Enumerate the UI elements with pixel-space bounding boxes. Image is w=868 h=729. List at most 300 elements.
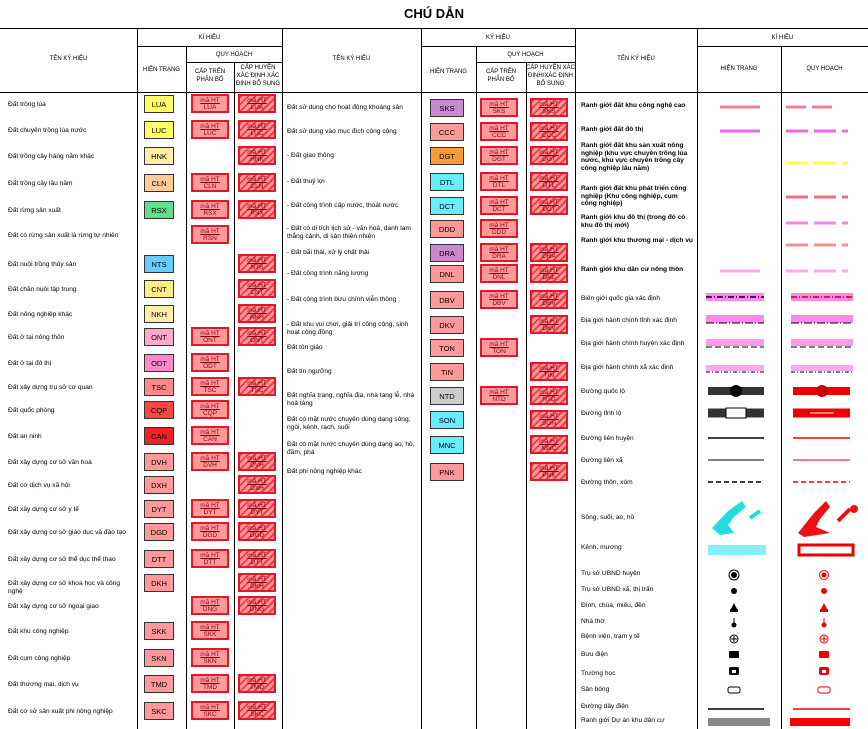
district-plan-box: [530, 290, 568, 309]
ma-ht-label: mã HT: [247, 176, 267, 183]
ma-ht-label: mã HT: [489, 341, 509, 348]
code-label: DRA: [492, 253, 506, 260]
province-border-icon: [706, 315, 853, 323]
legend-label: Đất xây dựng cơ sở văn hoá: [8, 459, 92, 466]
code-label: MNC: [541, 445, 557, 452]
code-label: DYT: [203, 509, 217, 516]
code-label: DBV: [492, 300, 506, 307]
legend-label: Sân bóng: [581, 686, 610, 693]
legend-label: Đất khu công nghiệp: [8, 628, 69, 635]
header-symbol: KÍ HIỆU: [771, 35, 794, 41]
ma-ht-label: mã HT: [247, 380, 267, 387]
legend-label: Sông, suối, ao, hồ: [581, 514, 635, 521]
upper-plan-box: [480, 172, 518, 191]
district-plan-box: [238, 452, 276, 471]
header-symbol: KÍ HIỆU: [198, 35, 221, 41]
code-box: DCT: [430, 197, 464, 215]
ma-ht-label: mã HT: [489, 175, 509, 182]
code-label: CNT: [250, 289, 264, 296]
ma-ht-label: mã HT: [247, 502, 267, 509]
code-label: SON: [541, 420, 557, 427]
ma-ht-label: mã HT: [200, 97, 220, 104]
legend-label: Đất cụm công nghiệp: [8, 655, 71, 662]
code-box: DGT: [430, 147, 464, 165]
code-label: RSX: [250, 210, 264, 217]
code-label: TMD: [202, 684, 218, 691]
header-current: HIỆN TRẠNG: [430, 69, 467, 75]
upper-plan-box: [480, 146, 518, 165]
school-icon: [729, 667, 829, 675]
page-title: CHÚ DẪN: [0, 0, 868, 29]
legend-label: Đất xây dựng cơ sở thể dục thể thao: [8, 556, 116, 563]
code-label: DVH: [250, 462, 264, 469]
code-label: TSC: [203, 387, 217, 394]
commune-office-icon: [731, 588, 827, 594]
col-divider: [575, 28, 576, 729]
code-label: CQP: [202, 410, 218, 417]
legend-label: Đường thôn, xóm: [581, 479, 633, 486]
ma-ht-label: mã HT: [200, 455, 220, 462]
district-plan-box: [238, 549, 276, 568]
district-plan-box: [530, 315, 568, 334]
code-label: SKC: [250, 711, 264, 718]
col-divider: [526, 62, 527, 729]
upper-plan-box: [480, 290, 518, 309]
code-label: ONT: [250, 337, 264, 344]
code-box: DXH: [144, 476, 174, 494]
code-label: TSC: [250, 387, 264, 394]
upper-plan-box: [191, 701, 229, 720]
legend-label: - Đất bãi thải, xử lý chất thải: [287, 249, 370, 256]
header-subline: [421, 46, 575, 47]
code-label: ODT: [203, 363, 217, 370]
legend-label: - Đất giao thông: [287, 152, 334, 159]
ma-ht-label: mã HT: [539, 438, 559, 445]
header-planning: QUY HOẠCH: [215, 52, 253, 58]
pagoda-icon: [730, 603, 828, 612]
code-label: DGD: [202, 532, 218, 539]
ma-ht-label: mã HT: [200, 677, 220, 684]
district-plan-box: [238, 377, 276, 396]
upper-plan-box: [480, 264, 518, 283]
upper-plan-box: [191, 426, 229, 445]
code-label: DGT: [542, 156, 556, 163]
district-border-icon: [706, 339, 853, 347]
legend-label: - Đất khu vui chơi, giải trí công cộng, sinh hoạt cộng đồng: [287, 321, 409, 336]
upper-plan-box: [191, 353, 229, 372]
ma-ht-label: mã HT: [200, 429, 220, 436]
code-label: DNG: [249, 606, 265, 613]
district-plan-box: [530, 362, 568, 381]
legend-label: Đình, chùa, miếu, đền: [581, 602, 646, 609]
upper-plan-box: [191, 621, 229, 640]
ma-ht-label: mã HT: [489, 246, 509, 253]
ma-ht-label: mã HT: [247, 330, 267, 337]
legend-label: Địa giới hành chính xã xác định: [581, 364, 674, 371]
ma-ht-label: mã HT: [489, 389, 509, 396]
ma-ht-label: mã HT: [539, 318, 559, 325]
legend-label: Đường dây điện: [581, 703, 629, 710]
legend-label: Đất chuyên trồng lúa nước: [8, 127, 87, 134]
ma-ht-label: mã HT: [200, 525, 220, 532]
district-plan-box: [238, 573, 276, 592]
code-label: LUA: [203, 104, 217, 111]
legend-symbols: [698, 93, 868, 729]
ma-ht-label: mã HT: [200, 123, 220, 130]
upper-plan-box: [191, 377, 229, 396]
district-plan-box: [238, 254, 276, 273]
ma-ht-label: mã HT: [539, 175, 559, 182]
ma-ht-label: mã HT: [489, 199, 509, 206]
header-current: HIỆN TRẠNG: [143, 67, 180, 73]
code-box: DYT: [144, 500, 174, 518]
legend-label: Địa giới hành chính huyện xác định: [581, 340, 685, 347]
legend-label: Đất có mặt nước chuyên dùng dạng ao, hồ, đầm, phá: [287, 441, 415, 456]
ma-ht-label: mã HT: [200, 203, 220, 210]
code-label: CCC: [541, 132, 557, 139]
legend-label: - Đất có di tích lịch sử - văn hoá, danh lam thắng cảnh, di sản thiên nhiên: [287, 225, 411, 240]
legend-label: Đất trồng cây hàng năm khác: [8, 153, 95, 160]
code-box: DTT: [144, 550, 174, 568]
district-plan-box: [238, 522, 276, 541]
legend-label: Trường học: [581, 670, 616, 677]
code-label: LUC: [250, 130, 264, 137]
legend-label: Biên giới quốc gia xác định: [581, 295, 661, 302]
legend-label: Bưu điện: [581, 651, 608, 658]
legend-label: Đất xây dựng trụ sở cơ quan: [8, 384, 93, 391]
legend-label: Ranh giới đất khu phát triển công nghiệp (Khu công nghiệp, cụm công nghiệp): [581, 185, 687, 207]
legend-label: Kênh, mương: [581, 544, 622, 551]
district-plan-box: [530, 172, 568, 191]
code-label: DKH: [250, 583, 264, 590]
col-divider: [476, 46, 477, 729]
header-district: CẤP HUYỆN XÁC ĐỊNH XÁC ĐỊNH BỔ SUNG: [235, 65, 280, 87]
code-box: RSX: [144, 201, 174, 219]
upper-plan-box: [480, 338, 518, 357]
legend-label: Ranh giới khu dân cư nông thôn: [581, 266, 684, 273]
ma-ht-label: mã HT: [200, 176, 220, 183]
upper-plan-box: [191, 200, 229, 219]
ma-ht-label: mã HT: [247, 97, 267, 104]
code-box: TSC: [144, 378, 174, 396]
district-plan-box: [238, 304, 276, 323]
legend-label: Đất có rừng sản xuất là rừng tự nhiên: [8, 232, 119, 239]
code-label: TMD: [249, 684, 265, 691]
district-plan-box: [530, 98, 568, 117]
code-label: NTD: [542, 396, 556, 403]
code-label: DNL: [542, 274, 556, 281]
legend-label: Đường liên xã: [581, 457, 623, 464]
code-label: DTL: [542, 182, 556, 189]
legend-label: Đất cơ sở sản xuất phi nông nghiệp: [8, 708, 113, 715]
ma-ht-label: mã HT: [247, 677, 267, 684]
district-office-icon: [729, 570, 829, 580]
code-box: HNK: [144, 147, 174, 165]
district-plan-box: [530, 410, 568, 429]
ma-ht-label: mã HT: [539, 125, 559, 132]
code-label: NTD: [492, 396, 506, 403]
code-box: SKK: [144, 622, 174, 640]
header-planning: QUY HOẠCH: [507, 52, 544, 58]
code-label: LUA: [250, 104, 264, 111]
header-planning: QUY HOẠCH: [806, 66, 843, 72]
ma-ht-label: mã HT: [200, 380, 220, 387]
code-label: SKS: [492, 108, 506, 115]
code-box: CLN: [144, 174, 174, 192]
ma-ht-label: mã HT: [539, 389, 559, 396]
code-box: TIN: [430, 363, 464, 381]
code-box: NKH: [144, 305, 174, 323]
project-boundary-icon: [708, 718, 850, 726]
code-label: ONT: [203, 337, 217, 344]
code-box: PNK: [430, 463, 464, 481]
upper-plan-box: [191, 173, 229, 192]
legend-label: Ranh giới đất khu công nghệ cao: [581, 102, 686, 109]
legend-label: - Đất công trình bưu chính viễn thông: [287, 296, 397, 303]
national-border-icon: [706, 293, 853, 301]
upper-plan-box: [191, 522, 229, 541]
legend-label: Đất có mặt nước chuyên dùng dạng sông, ngòi, kênh, rạch, suối: [287, 416, 411, 431]
ma-ht-label: mã HT: [539, 413, 559, 420]
col-divider: [186, 46, 187, 729]
code-label: DDD: [491, 229, 507, 236]
code-label: TIN: [543, 372, 555, 379]
legend-label: Đất xây dựng cơ sở y tế: [8, 506, 79, 513]
ma-ht-label: mã HT: [539, 293, 559, 300]
upper-plan-box: [480, 386, 518, 405]
ma-ht-label: mã HT: [247, 257, 267, 264]
legend-label: Đất xây dựng cơ sở ngoại giao: [8, 603, 99, 610]
code-label: DGT: [492, 156, 506, 163]
legend-label: Đất nghĩa trang, nghĩa địa, nhà tang lễ, nhà hoả táng: [287, 392, 415, 407]
legend-label: Địa giới hành chính tỉnh xác định: [581, 317, 677, 324]
ma-ht-label: mã HT: [247, 599, 267, 606]
code-box: DNL: [430, 265, 464, 283]
code-box: LUC: [144, 121, 174, 139]
ma-ht-label: mã HT: [200, 704, 220, 711]
legend-label: Đất tín ngưỡng: [287, 368, 332, 375]
district-plan-box: [238, 120, 276, 139]
legend-label: Đường liên huyện: [581, 435, 634, 442]
district-plan-box: [530, 122, 568, 141]
legend-label: - Đất công trình cấp nước, thoát nước: [287, 202, 399, 209]
upper-plan-box: [480, 219, 518, 238]
legend-label: Đất ở tại đô thị: [8, 360, 52, 367]
code-label: TON: [492, 348, 506, 355]
code-label: DNG: [202, 606, 218, 613]
ma-ht-label: mã HT: [539, 465, 559, 472]
upper-plan-box: [480, 196, 518, 215]
code-box: SON: [430, 411, 464, 429]
ma-ht-label: mã HT: [489, 101, 509, 108]
legend-label: Đất cơ dịch vụ xã hội: [8, 482, 70, 489]
legend-label: Đất tôn giáo: [287, 344, 323, 351]
header-current: HIỆN TRẠNG: [720, 66, 758, 72]
ma-ht-label: mã HT: [200, 403, 220, 410]
code-box: CCC: [430, 123, 464, 141]
ma-ht-label: mã HT: [200, 502, 220, 509]
col-divider: [137, 28, 138, 729]
ma-ht-label: mã HT: [200, 599, 220, 606]
code-label: DCT: [492, 206, 506, 213]
code-label: DTT: [203, 559, 217, 566]
code-label: CCC: [491, 132, 507, 139]
ma-ht-label: mã HT: [247, 525, 267, 532]
ma-ht-label: mã HT: [200, 624, 220, 631]
ma-ht-label: mã HT: [200, 651, 220, 658]
code-label: DCT: [542, 206, 556, 213]
ma-ht-label: mã HT: [247, 552, 267, 559]
code-box: SKC: [144, 702, 174, 720]
code-box: TMD: [144, 675, 174, 693]
code-label: DVH: [203, 462, 217, 469]
code-label: CLN: [250, 183, 264, 190]
ma-ht-label: mã HT: [247, 282, 267, 289]
upper-plan-box: [191, 225, 229, 244]
ma-ht-label: mã HT: [247, 307, 267, 314]
ma-ht-label: mã HT: [247, 478, 267, 485]
header-name: TÊN KÝ HIỆU: [332, 56, 371, 62]
code-box: DBV: [430, 291, 464, 309]
church-icon: [732, 618, 827, 628]
code-label: DKV: [542, 325, 556, 332]
district-plan-box: [238, 596, 276, 615]
code-box: SKN: [144, 649, 174, 667]
district-plan-box: [530, 462, 568, 481]
legend-label: Đất thương mại, dịch vụ: [8, 681, 79, 688]
ma-ht-label: mã HT: [539, 199, 559, 206]
canal-icon: [708, 545, 853, 555]
code-label: DYT: [250, 509, 264, 516]
code-label: DRA: [542, 253, 556, 260]
legend-label: Ranh giới đất đô thị: [581, 126, 644, 133]
upper-plan-box: [191, 549, 229, 568]
ma-ht-label: mã HT: [200, 330, 220, 337]
header-subline: [476, 62, 575, 63]
upper-plan-box: [480, 243, 518, 262]
upper-plan-box: [191, 452, 229, 471]
ma-ht-label: mã HT: [489, 149, 509, 156]
code-box: DVH: [144, 453, 174, 471]
code-box: ONT: [144, 328, 174, 346]
upper-plan-box: [191, 327, 229, 346]
code-label: DGD: [249, 532, 265, 539]
legend-label: Đất trồng lúa: [8, 101, 46, 108]
district-plan-box: [238, 674, 276, 693]
stadium-icon: [728, 687, 830, 693]
upper-plan-box: [191, 596, 229, 615]
ma-ht-label: mã HT: [200, 552, 220, 559]
ma-ht-label: mã HT: [200, 228, 220, 235]
code-label: DTL: [492, 182, 506, 189]
district-plan-box: [238, 475, 276, 494]
code-label: LUC: [203, 130, 217, 137]
ma-ht-label: mã HT: [539, 246, 559, 253]
code-label: CAN: [203, 436, 217, 443]
legend-label: - Đất công trình năng lượng: [287, 270, 369, 277]
legend-label: Đất nông nghiệp khác: [8, 311, 73, 318]
legend-label: Đất phi nông nghiệp khác: [287, 468, 362, 475]
ma-ht-label: mã HT: [539, 365, 559, 372]
ma-ht-label: mã HT: [489, 125, 509, 132]
legend-label: - Đất thuỷ lợi: [287, 178, 325, 185]
legend-label: Đất ở tại nông thôn: [8, 334, 65, 341]
code-label: DXH: [250, 485, 264, 492]
district-plan-box: [530, 146, 568, 165]
legend-label: Nhà thờ: [581, 618, 605, 625]
ma-ht-label: mã HT: [539, 267, 559, 274]
header-upper: CẤP TRÊN PHÂN BỔ: [194, 69, 226, 83]
ma-ht-label: mã HT: [247, 576, 267, 583]
header-name: TÊN KÝ HIỆU: [617, 56, 655, 62]
district-plan-box: [530, 196, 568, 215]
code-label: NKH: [250, 314, 264, 321]
legend-label: Trụ sở UBND huyện: [581, 570, 641, 577]
header-upper: CẤP TRÊN PHÂN BỔ: [485, 69, 517, 83]
legend-label: Trụ sở UBND xã, thị trấn: [581, 586, 654, 593]
code-box: DRA: [430, 244, 464, 262]
river-icon: [712, 501, 858, 537]
ma-ht-label: mã HT: [489, 267, 509, 274]
ma-ht-label: mã HT: [539, 101, 559, 108]
code-label: SKK: [203, 631, 217, 638]
code-box: CQP: [144, 401, 174, 419]
col-divider: [234, 62, 235, 729]
header-subline: [186, 62, 282, 63]
code-label: SKN: [203, 658, 217, 665]
district-plan-box: [238, 279, 276, 298]
header-district: CẤP HUYỆN XÁC ĐỊNH/XÁC ĐỊNH BỔ SUNG: [526, 65, 575, 87]
legend-label: Ranh giới Dự án khu dân cư: [581, 717, 665, 724]
code-box: MNC: [430, 436, 464, 454]
header-symbol: KÝ HIỆU: [485, 35, 510, 41]
code-label: DTT: [250, 559, 264, 566]
col-divider: [421, 28, 422, 729]
code-label: RSX: [203, 210, 217, 217]
code-label: HNK: [250, 156, 264, 163]
district-plan-box: [238, 701, 276, 720]
legend-label: Đất xây dựng cơ sở giáo dục và đào tạo: [8, 529, 126, 536]
upper-plan-box: [480, 98, 518, 117]
code-label: DNL: [492, 274, 506, 281]
ma-ht-label: mã HT: [200, 356, 220, 363]
code-box: DKH: [144, 574, 174, 592]
header-subline: [697, 46, 868, 47]
legend-label: Đường tỉnh lộ: [581, 410, 622, 417]
code-box: DGD: [144, 523, 174, 541]
code-box: CNT: [144, 280, 174, 298]
legend-label: Đất xây dựng cơ sở khoa học và công nghệ: [8, 580, 121, 595]
upper-plan-box: [191, 400, 229, 419]
legend-label: Ranh giới đất khu sản xuất nông nghiệp (khu vực chuyên trồng lúa nước, khu vực chuyên trồng cây công nghiệp lâu năm): [581, 142, 688, 172]
code-label: PNK: [542, 472, 556, 479]
legend-label: Đất nuôi trồng thủy sản: [8, 261, 77, 268]
code-label: NTS: [250, 264, 264, 271]
header-subline: [137, 46, 282, 47]
district-plan-box: [238, 200, 276, 219]
district-plan-box: [238, 173, 276, 192]
code-box: TON: [430, 339, 464, 357]
code-box: DDD: [430, 220, 464, 238]
legend-label: Ranh giới khu đô thị (trong đó có khu đô thị mới): [581, 214, 686, 229]
ma-ht-label: mã HT: [489, 293, 509, 300]
code-label: SKS: [542, 108, 556, 115]
code-box: SKS: [430, 99, 464, 117]
upper-plan-box: [191, 648, 229, 667]
ma-ht-label: mã HT: [247, 455, 267, 462]
district-plan-box: [530, 243, 568, 262]
commune-border-icon: [706, 365, 853, 372]
